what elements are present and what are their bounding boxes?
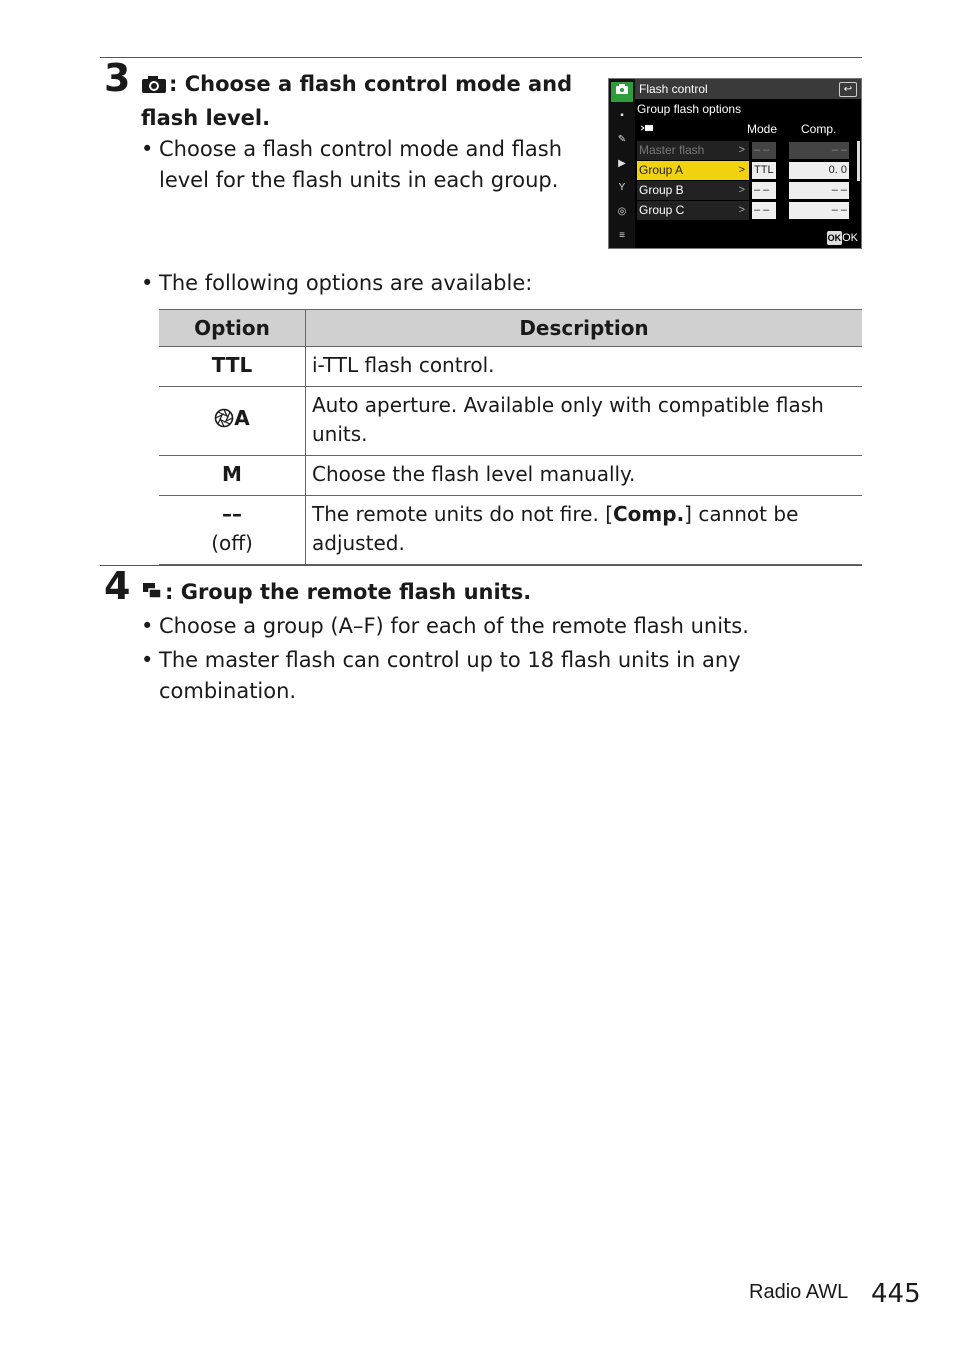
step-3-bullet-2-text: The following options are available:	[159, 271, 533, 295]
header-option: Option	[159, 310, 306, 347]
footer-section-label: Radio AWL	[749, 1281, 849, 1303]
row-mode: TTL	[752, 162, 776, 179]
step-4-title	[141, 577, 841, 611]
step-4-bullet-2: • The master flash can control up to 18 flash units in any combination.	[141, 648, 741, 703]
step-4-bullet-1-text: Choose a group (A–F) for each of the remote flash units.	[159, 614, 749, 638]
options-table	[159, 309, 862, 565]
screen-row-group-a[interactable]	[637, 161, 857, 180]
step-4-rule	[100, 565, 862, 566]
description-cell	[306, 496, 863, 565]
camera-menu-screenshot	[608, 78, 862, 249]
page-number: 445	[871, 1279, 921, 1309]
screen-row-group-c[interactable]	[637, 201, 857, 220]
pencil-menu-icon: ✎	[617, 134, 627, 145]
option-cell: M	[159, 456, 306, 496]
flash-icon	[641, 122, 653, 136]
photo-menu-icon	[611, 82, 633, 102]
row-mode: – –	[752, 182, 776, 199]
ok-label: OK	[842, 232, 858, 244]
top-rule	[100, 57, 862, 58]
description-post: ] cannot be adjusted.	[312, 502, 799, 555]
option-off-sub: (off)	[211, 531, 253, 555]
description-pre: The remote units do not fire. [	[312, 502, 613, 526]
back-icon: ↩	[839, 82, 857, 97]
col-mode: Mode	[747, 122, 778, 136]
row-label: Master flash	[637, 141, 749, 160]
description-bold: Comp.	[613, 502, 685, 526]
chevron-right-icon: >	[738, 184, 745, 196]
description-cell: i-TTL flash control.	[306, 347, 863, 387]
row-mode: – –	[752, 202, 776, 219]
table-row	[159, 347, 862, 387]
step-4-title-text: : Group the remote flash units.	[165, 580, 532, 604]
movie-menu-icon: ▪	[620, 110, 624, 121]
header-description: Description	[306, 310, 863, 347]
step-3-bullet-1: • Choose a flash control mode and flash level for the flash units in each group.	[141, 137, 562, 192]
camera-icon	[141, 72, 167, 103]
option-auto-aperture-label: A	[234, 406, 250, 430]
screen-title: Flash control	[639, 82, 708, 96]
table-row	[159, 456, 862, 496]
ok-key-icon: OK	[827, 233, 842, 243]
table-row	[159, 387, 862, 456]
row-comp: – –	[789, 142, 849, 159]
step-3-bullet-1-line1: Choose a flash control mode and flash	[159, 137, 562, 161]
step-3-bullet-1-line2: level for the flash units in each group.	[159, 168, 559, 192]
option-cell	[159, 387, 306, 456]
row-comp: – –	[789, 182, 849, 199]
col-comp: Comp.	[801, 122, 837, 136]
chevron-right-icon: >	[738, 144, 745, 156]
menu-sidebar	[609, 79, 635, 248]
option-off-label: ––	[222, 502, 242, 526]
step-4-bullet-2-line1: The master flash can control up to 18 flash units in any	[159, 648, 741, 672]
ok-button-hint	[827, 231, 858, 245]
option-cell: TTL	[159, 347, 306, 387]
step-4-bullet-1: • Choose a group (A–F) for each of the remote flash units.	[141, 614, 749, 638]
row-comp: 0. 0	[789, 162, 849, 179]
chevron-right-icon: >	[738, 204, 745, 216]
chevron-right-icon: >	[738, 164, 745, 176]
setup-menu-icon: Y	[618, 182, 626, 193]
playback-menu-icon: ▶	[618, 158, 626, 169]
option-cell	[159, 496, 306, 565]
table-row	[159, 496, 862, 565]
step-3-title-line2: flash level.	[141, 106, 271, 130]
screen-row-master[interactable]	[637, 141, 857, 160]
description-cell: Choose the flash level manually.	[306, 456, 863, 496]
step-4-number: 4	[104, 564, 131, 608]
screen-scrollbar	[857, 141, 860, 181]
screen-row-group-b[interactable]	[637, 181, 857, 200]
row-label: Group C	[637, 201, 749, 220]
step-4-bullet-2-line2: combination.	[159, 679, 297, 703]
row-label: Group A	[637, 161, 749, 180]
step-3-title-line1: : Choose a flash control mode and	[169, 72, 573, 96]
step-3-number: 3	[104, 56, 131, 100]
step-3-title	[141, 69, 581, 134]
my-menu-icon: ≡	[619, 230, 625, 241]
network-menu-icon: ◎	[617, 206, 627, 217]
row-label: Group B	[637, 181, 749, 200]
aperture-icon	[214, 407, 234, 436]
step-3-bullet-2: • The following options are available:	[141, 271, 533, 295]
row-comp: – –	[789, 202, 849, 219]
row-mode: – –	[752, 142, 776, 159]
screen-subtitle: Group flash options	[637, 102, 742, 116]
description-cell: Auto aperture. Available only with compatible flash units.	[306, 387, 863, 456]
table-header-row	[159, 310, 862, 347]
group-flash-icon	[141, 580, 163, 611]
screen-header	[635, 79, 861, 99]
